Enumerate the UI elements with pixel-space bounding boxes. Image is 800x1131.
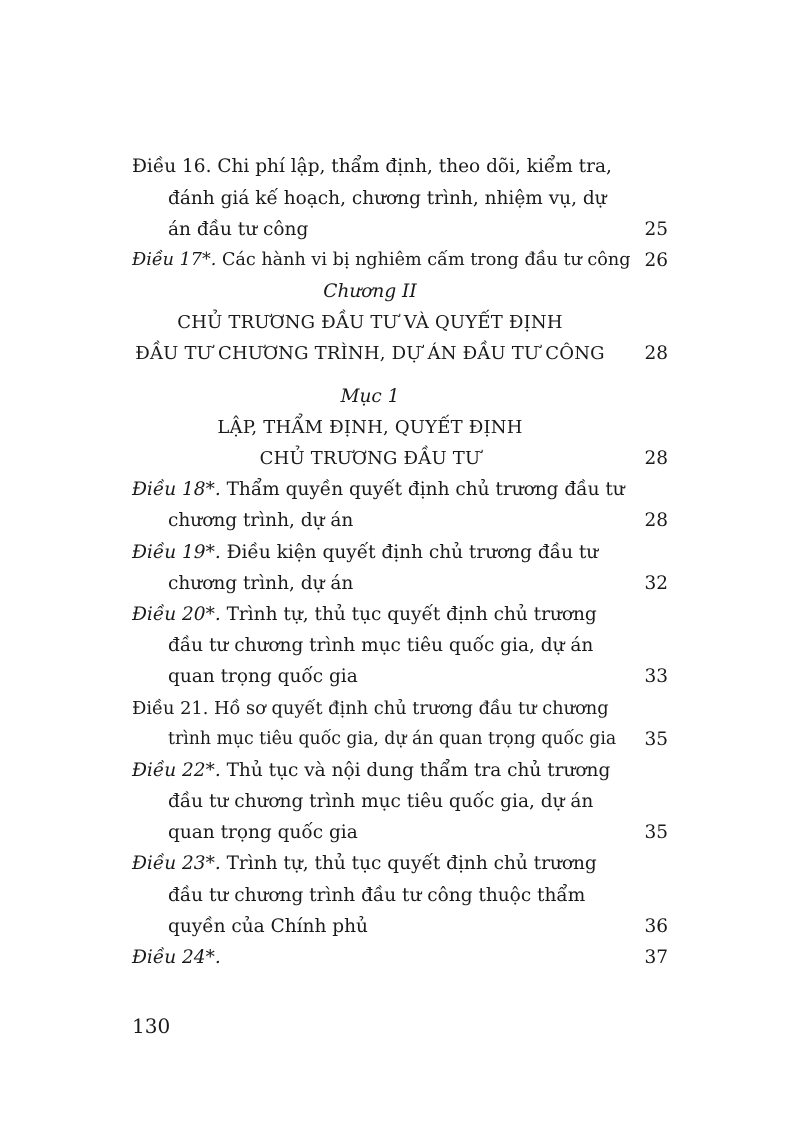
toc-page-number: 28 xyxy=(644,343,668,364)
toc-page-number: 28 xyxy=(644,510,668,531)
page-folio-number: 130 xyxy=(132,1014,171,1038)
toc-entry-text: chương trình, dự án xyxy=(168,573,354,594)
article-label: Điều 18*. xyxy=(132,479,221,500)
article-title: Trình tự, thủ tục quyết định chủ trương xyxy=(220,853,597,874)
toc-page-number: 32 xyxy=(644,573,668,594)
toc-page-number: 37 xyxy=(644,947,668,968)
toc-entry-text xyxy=(132,755,610,786)
toc-page-number: 36 xyxy=(644,916,668,937)
toc-page-number: 35 xyxy=(644,729,668,750)
toc-entry-text: chương trình, dự án xyxy=(168,510,354,531)
toc-page-number: 35 xyxy=(644,822,668,843)
article-title: Thẩm quyền quyết định chủ trương đầu tư xyxy=(220,479,625,500)
toc-entry-text: đánh giá kế hoạch, chương trình, nhiệm vụ, dự xyxy=(168,188,607,209)
toc-entry-text: đầu tư chương trình mục tiêu quốc gia, dự án xyxy=(168,635,594,656)
section-title: CHỦ TRƯƠNG ĐẦU TƯ xyxy=(259,448,481,469)
toc-entry-text: Điều 21. Hồ sơ quyết định chủ trương đầu tư chương xyxy=(132,698,609,719)
toc-entry-text: quan trọng quốc gia xyxy=(168,822,358,843)
toc-entry-text: Điều 16. Chi phí lập, thẩm định, theo dõi, kiểm tra, xyxy=(132,156,612,177)
article-title: Điều kiện quyết định chủ trương đầu tư xyxy=(220,542,599,563)
article-label: Điều 17*. xyxy=(132,250,217,270)
chapter-title: CHỦ TRƯƠNG ĐẦU TƯ VÀ QUYẾT ĐỊNH xyxy=(177,312,563,333)
toc-page-number: 33 xyxy=(644,666,668,687)
toc-entry-text: quyền của Chính phủ xyxy=(168,916,368,937)
toc-page-number: 26 xyxy=(644,250,668,271)
toc-page-number: 28 xyxy=(644,448,668,469)
section-title: LẬP, THẨM ĐỊNH, QUYẾT ĐỊNH xyxy=(217,417,523,438)
toc-entry-text xyxy=(132,245,630,276)
toc-entry-text xyxy=(132,848,597,879)
chapter-label: Chương II xyxy=(323,281,417,302)
article-label: Điều 20*. xyxy=(132,604,221,625)
toc-entry-text xyxy=(132,537,598,568)
toc-entry-text xyxy=(132,599,597,630)
toc-entry-text: đầu tư chương trình mục tiêu quốc gia, dự án xyxy=(168,791,594,812)
article-label: Điều 23*. xyxy=(132,853,221,874)
article-label: Điều 22*. xyxy=(132,760,221,781)
article-label: Điều 24*. xyxy=(132,947,221,968)
toc-entry-text: đầu tư chương trình đầu tư công thuộc thẩm xyxy=(168,885,586,906)
article-label: Điều 19*. xyxy=(132,542,221,563)
article-title: Các hành vi bị nghiêm cấm trong đầu tư công xyxy=(216,250,631,270)
article-title: Thủ tục và nội dung thẩm tra chủ trương xyxy=(220,760,611,781)
toc-entry-text: trình mục tiêu quốc gia, dự án quan trọng quốc gia xyxy=(168,729,617,749)
toc-entry-text xyxy=(132,942,221,973)
article-title: Trình tự, thủ tục quyết định chủ trương xyxy=(220,604,597,625)
toc-entry-text xyxy=(132,474,625,505)
toc-page-number: 25 xyxy=(644,219,668,240)
toc-entry-text: án đầu tư công xyxy=(168,219,309,240)
toc-entry-text: quan trọng quốc gia xyxy=(168,666,358,687)
section-label: Mục 1 xyxy=(340,386,400,407)
chapter-title: ĐẦU TƯ CHƯƠNG TRÌNH, DỰ ÁN ĐẦU TƯ CÔNG xyxy=(135,343,605,364)
